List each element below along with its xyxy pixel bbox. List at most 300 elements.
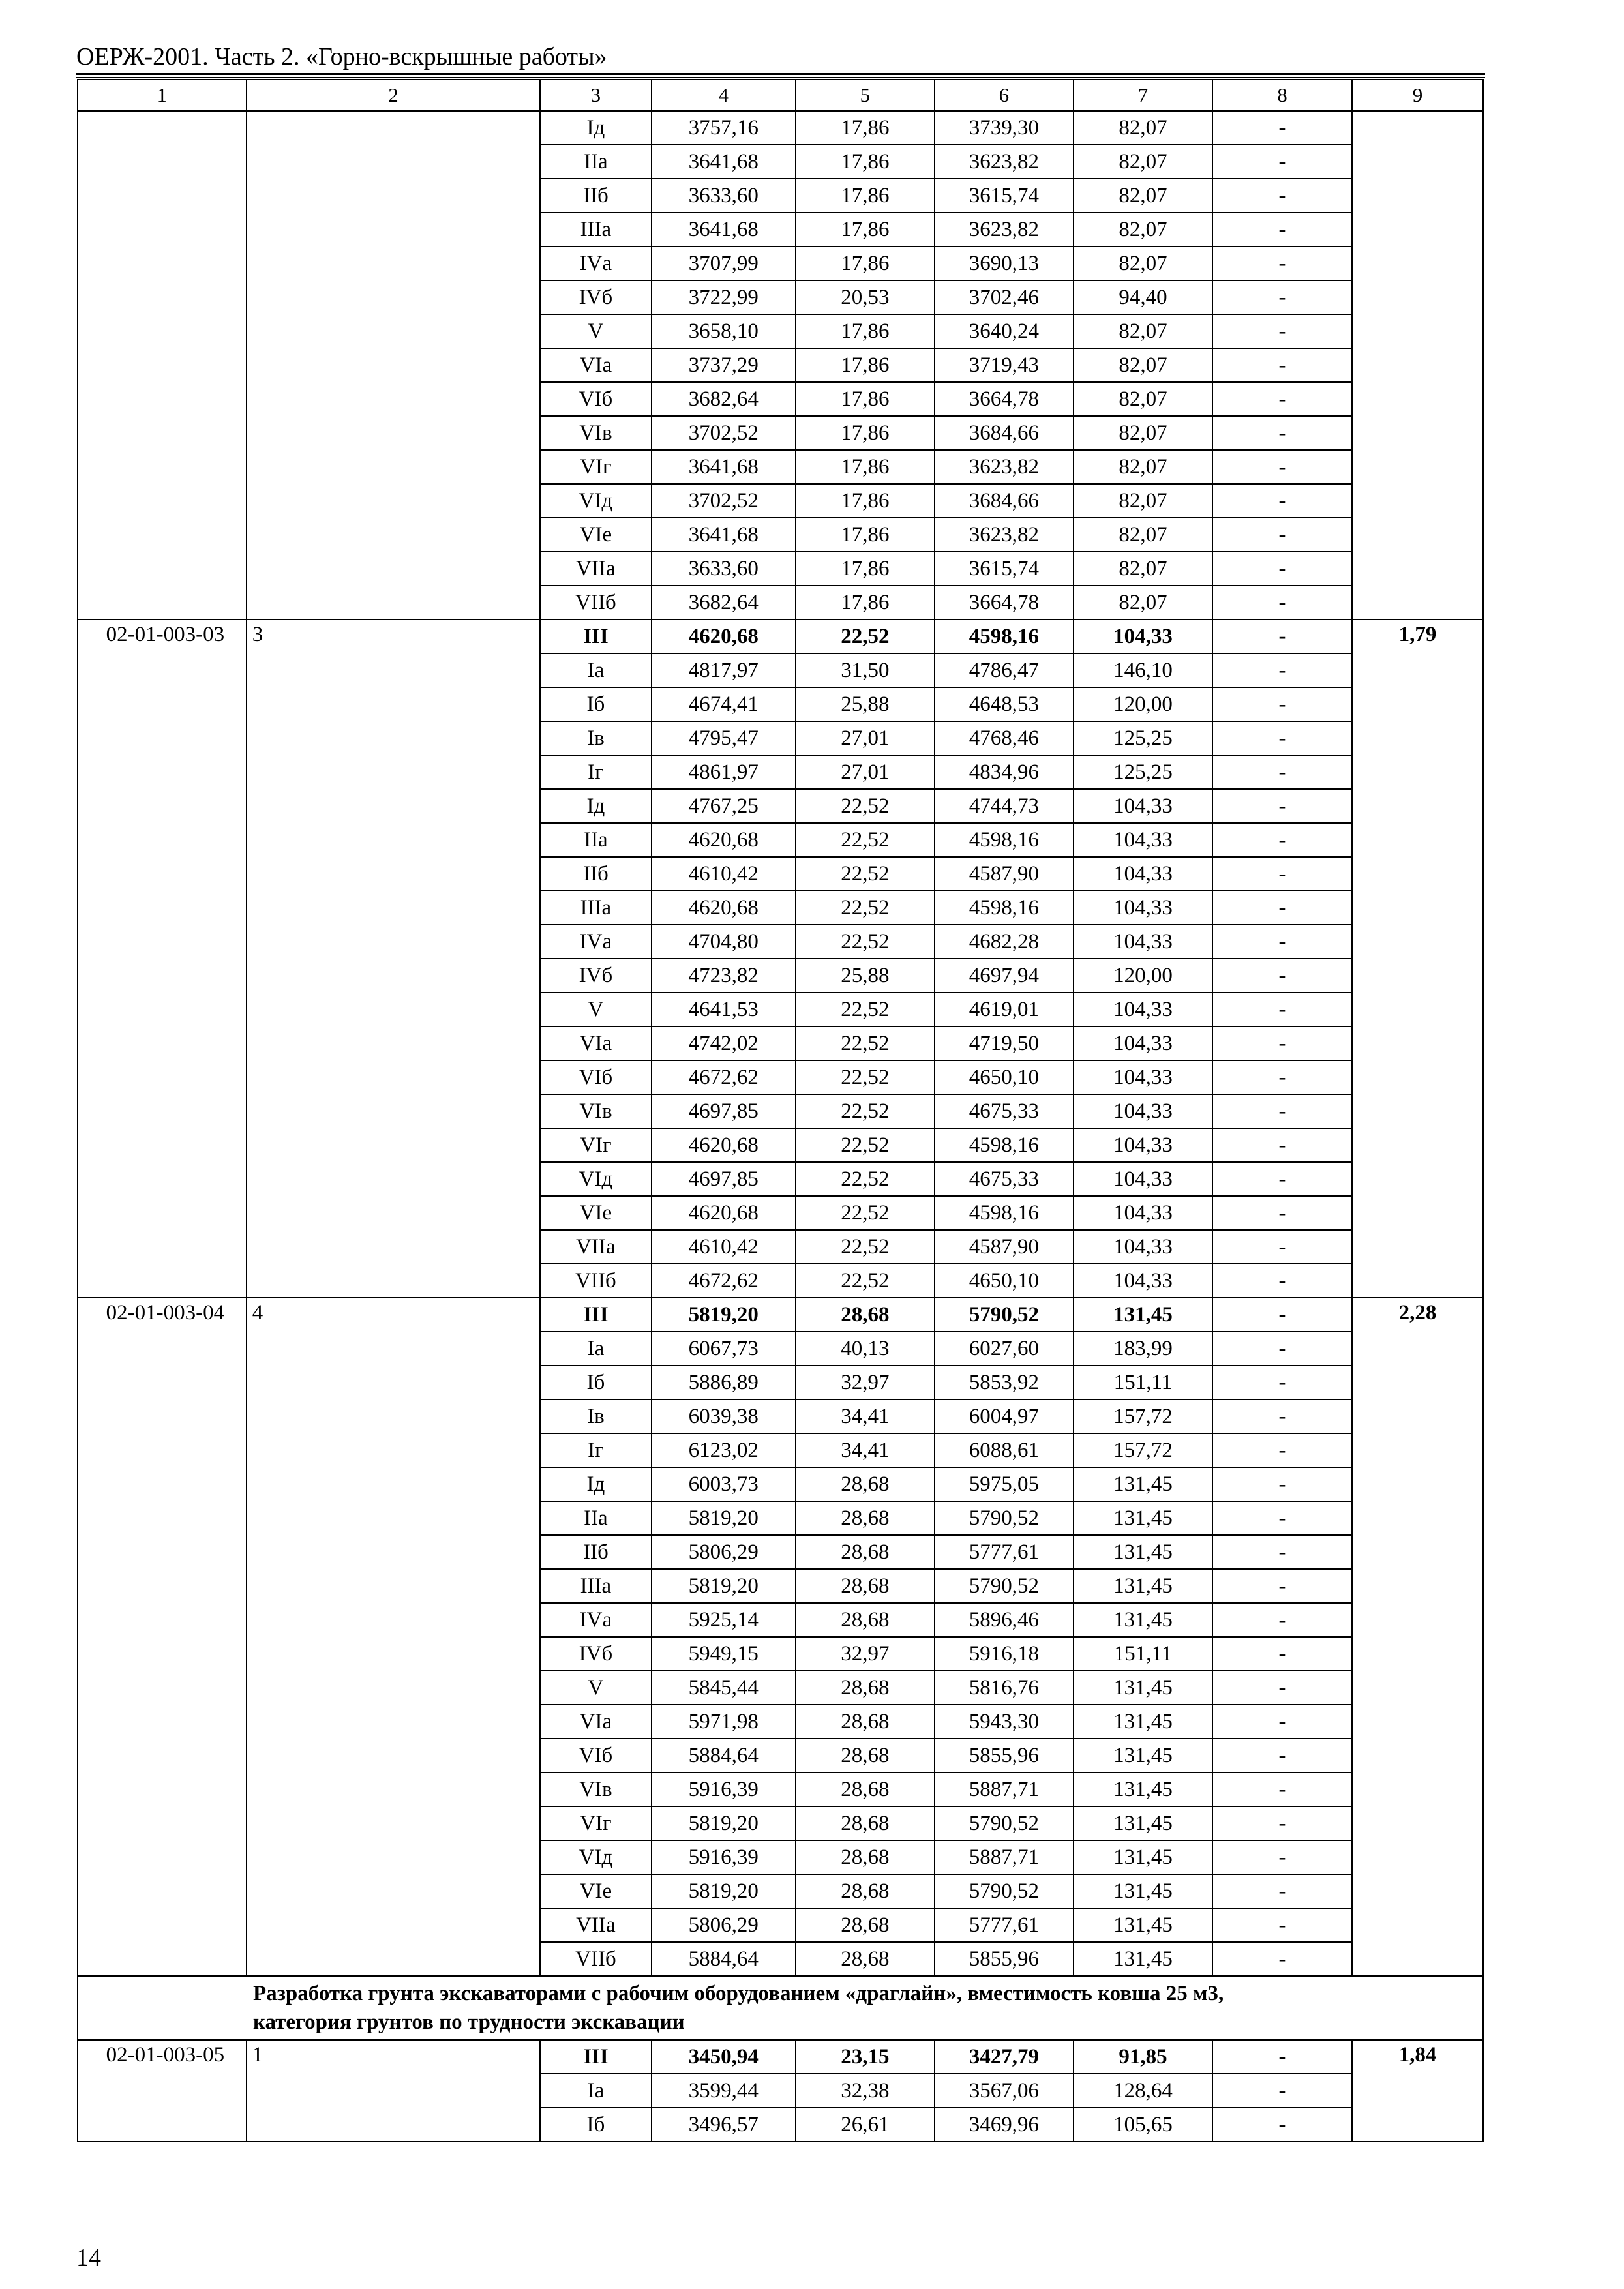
cell-col-6: 5816,76 (935, 1671, 1074, 1705)
section-title-line: Разработка грунта экскаваторами с рабочим оборудованием «драглайн», вместимость ковша 25 м3, (253, 1982, 1224, 2005)
cell-col-6: 3690,13 (935, 247, 1074, 280)
cell-col-5: 28,68 (796, 1942, 935, 1976)
cell-col-8: - (1212, 1162, 1352, 1196)
cell-col-5: 17,86 (796, 348, 935, 382)
cell-col-4: 3641,68 (652, 518, 796, 552)
cell-col-4: 4620,68 (652, 1128, 796, 1162)
cell-col-5: 22,52 (796, 1060, 935, 1094)
cell-col-6: 3567,06 (935, 2074, 1074, 2108)
cell-col-7: 104,33 (1074, 891, 1212, 925)
cell-col-7: 82,07 (1074, 484, 1212, 518)
cell-col-6: 4786,47 (935, 653, 1074, 687)
cell-col-4: 3641,68 (652, 145, 796, 179)
cell-col-4: 4817,97 (652, 653, 796, 687)
cell-col-5: 22,52 (796, 993, 935, 1026)
cell-col-3: IIа (540, 145, 651, 179)
cell-col-4: 4620,68 (652, 823, 796, 857)
cell-col-6: 4648,53 (935, 687, 1074, 721)
cell-col-3: IVа (540, 925, 651, 959)
cell-col-3: IIб (540, 1535, 651, 1569)
cell-col-6: 3719,43 (935, 348, 1074, 382)
cell-col-6: 6004,97 (935, 1399, 1074, 1433)
cell-col-6: 3684,66 (935, 416, 1074, 450)
cell-col-5: 22,52 (796, 1094, 935, 1128)
cell-col-6: 3640,24 (935, 314, 1074, 348)
cell-col-4: 5925,14 (652, 1603, 796, 1637)
cell-col-7: 82,07 (1074, 450, 1212, 484)
cell-col-8: - (1212, 925, 1352, 959)
cell-col-3: VIIа (540, 1908, 651, 1942)
cell-col-4: 5806,29 (652, 1908, 796, 1942)
cell-col-6: 3684,66 (935, 484, 1074, 518)
cell-col-7: 104,33 (1074, 857, 1212, 891)
cell-col-7: 183,99 (1074, 1332, 1212, 1366)
cell-col-4: 6123,02 (652, 1433, 796, 1467)
cell-col-7: 82,07 (1074, 179, 1212, 213)
column-number: 2 (247, 80, 540, 111)
cell-col-7: 131,45 (1074, 1671, 1212, 1705)
cell-col-4: 5971,98 (652, 1705, 796, 1739)
cell-col-8: - (1212, 586, 1352, 620)
page-number: 14 (76, 2244, 101, 2271)
cell-col-3: Iв (540, 721, 651, 755)
cell-col-7: 82,07 (1074, 518, 1212, 552)
cell-col-7: 131,45 (1074, 1739, 1212, 1773)
section-title-line: категория грунтов по трудности экскавации (253, 2011, 685, 2034)
cell-col-5: 25,88 (796, 687, 935, 721)
cell-col-8: - (1212, 1603, 1352, 1637)
cell-col-6: 3664,78 (935, 586, 1074, 620)
cell-col-3: VIа (540, 348, 651, 382)
cell-col-3: V (540, 1671, 651, 1705)
cell-col-4: 3737,29 (652, 348, 796, 382)
cell-col-5: 28,68 (796, 1501, 935, 1535)
cell-col-4: 3633,60 (652, 552, 796, 586)
cell-col-4: 3722,99 (652, 280, 796, 314)
cell-col-5: 17,86 (796, 247, 935, 280)
cell-col-5: 32,38 (796, 2074, 935, 2108)
cell-col-5: 17,86 (796, 484, 935, 518)
cell-col-6: 4598,16 (935, 1128, 1074, 1162)
cell-col-6: 6088,61 (935, 1433, 1074, 1467)
cell-col-6: 3623,82 (935, 518, 1074, 552)
cell-col-4: 5949,15 (652, 1637, 796, 1671)
cell-col-5: 22,52 (796, 891, 935, 925)
cell-col-3: VIIб (540, 586, 651, 620)
cell-col-4: 4641,53 (652, 993, 796, 1026)
cell-col-7: 120,00 (1074, 959, 1212, 993)
rate-number: 4 (247, 1298, 540, 1976)
cell-col-6: 3623,82 (935, 213, 1074, 247)
cell-col-8: - (1212, 1230, 1352, 1264)
cell-col-5: 22,52 (796, 1162, 935, 1196)
cell-col-5: 17,86 (796, 552, 935, 586)
table-row (78, 2040, 1483, 2074)
cell-col-5: 17,86 (796, 145, 935, 179)
cell-col-6: 3469,96 (935, 2108, 1074, 2142)
cell-col-5: 34,41 (796, 1399, 935, 1433)
cell-col-3: VIв (540, 1094, 651, 1128)
header-rule-thin (76, 77, 1485, 78)
cell-col-3: IVб (540, 959, 651, 993)
cell-col-6: 5790,52 (935, 1806, 1074, 1840)
cell-col-3: VIг (540, 1806, 651, 1840)
cell-col-3: IIб (540, 179, 651, 213)
cell-col-8: - (1212, 484, 1352, 518)
cell-col-4: 4704,80 (652, 925, 796, 959)
cell-col-6: 3664,78 (935, 382, 1074, 416)
cell-col-6: 3427,79 (935, 2040, 1074, 2074)
header-rule (76, 73, 1485, 75)
cell-col-6: 5790,52 (935, 1569, 1074, 1603)
section-title (78, 1976, 1483, 2040)
cell-col-7: 82,07 (1074, 416, 1212, 450)
cell-col-6: 5943,30 (935, 1705, 1074, 1739)
cell-col-3: VIIа (540, 1230, 651, 1264)
cell-col-3: VIб (540, 382, 651, 416)
cell-col-3: Iд (540, 1467, 651, 1501)
cell-col-7: 82,07 (1074, 382, 1212, 416)
coefficient: 1,79 (1352, 620, 1483, 1298)
cell-col-6: 4650,10 (935, 1060, 1074, 1094)
cell-col-5: 34,41 (796, 1433, 935, 1467)
cell-col-8: - (1212, 1196, 1352, 1230)
cell-col-7: 131,45 (1074, 1908, 1212, 1942)
cell-col-7: 104,33 (1074, 1230, 1212, 1264)
cell-col-4: 5819,20 (652, 1501, 796, 1535)
cell-col-8: - (1212, 2074, 1352, 2108)
cell-col-5: 28,68 (796, 1603, 935, 1637)
cell-col-7: 104,33 (1074, 993, 1212, 1026)
cell-col-6: 4598,16 (935, 1196, 1074, 1230)
cell-col-6: 5887,71 (935, 1840, 1074, 1874)
cell-col-4: 6003,73 (652, 1467, 796, 1501)
cell-col-5: 22,52 (796, 925, 935, 959)
cell-col-6: 5855,96 (935, 1739, 1074, 1773)
cell-col-8: - (1212, 314, 1352, 348)
cell-col-4: 6039,38 (652, 1399, 796, 1433)
cell-col-6: 4682,28 (935, 925, 1074, 959)
cell-col-6: 3623,82 (935, 450, 1074, 484)
cell-col-7: 131,45 (1074, 1501, 1212, 1535)
cell-col-3: Iб (540, 687, 651, 721)
cell-col-5: 28,68 (796, 1739, 935, 1773)
cell-col-6: 5790,52 (935, 1298, 1074, 1332)
cell-col-6: 5790,52 (935, 1501, 1074, 1535)
rate-code: 02-01-003-03 (78, 620, 247, 1298)
cell-col-3: IVб (540, 280, 651, 314)
cell-col-7: 131,45 (1074, 1705, 1212, 1739)
coefficient: 2,28 (1352, 1298, 1483, 1976)
cell-col-5: 40,13 (796, 1332, 935, 1366)
cell-col-6: 4650,10 (935, 1264, 1074, 1298)
cell-col-8: - (1212, 823, 1352, 857)
cell-col-3: V (540, 993, 651, 1026)
cell-col-7: 82,07 (1074, 145, 1212, 179)
cell-col-6: 4598,16 (935, 823, 1074, 857)
cell-col-3: IVа (540, 1603, 651, 1637)
cell-col-5: 28,68 (796, 1773, 935, 1806)
cell-col-7: 104,33 (1074, 1264, 1212, 1298)
cell-col-8: - (1212, 1366, 1352, 1399)
cell-col-4: 3702,52 (652, 416, 796, 450)
cell-col-8: - (1212, 1026, 1352, 1060)
cell-col-6: 5790,52 (935, 1874, 1074, 1908)
cell-col-5: 22,52 (796, 1264, 935, 1298)
cell-col-7: 157,72 (1074, 1399, 1212, 1433)
cell-col-3: VIб (540, 1739, 651, 1773)
cell-col-4: 5819,20 (652, 1806, 796, 1840)
cell-col-5: 27,01 (796, 721, 935, 755)
table-row (78, 620, 1483, 653)
cell-col-4: 5884,64 (652, 1942, 796, 1976)
cell-col-5: 22,52 (796, 789, 935, 823)
cell-col-6: 3615,74 (935, 552, 1074, 586)
cell-col-5: 22,52 (796, 620, 935, 653)
coefficient (1352, 111, 1483, 620)
cell-col-8: - (1212, 1094, 1352, 1128)
rate-number: 3 (247, 620, 540, 1298)
cell-col-6: 4768,46 (935, 721, 1074, 755)
column-number: 9 (1352, 80, 1483, 111)
cell-col-8: - (1212, 552, 1352, 586)
cell-col-6: 4675,33 (935, 1162, 1074, 1196)
cell-col-5: 28,68 (796, 1467, 935, 1501)
cell-col-3: VIе (540, 1874, 651, 1908)
cell-col-7: 82,07 (1074, 213, 1212, 247)
cell-col-4: 4620,68 (652, 620, 796, 653)
cell-col-3: VIд (540, 484, 651, 518)
table-body (78, 80, 1483, 2142)
cell-col-6: 3702,46 (935, 280, 1074, 314)
cell-col-4: 4697,85 (652, 1162, 796, 1196)
cell-col-3: VIг (540, 450, 651, 484)
cell-col-8: - (1212, 1806, 1352, 1840)
cell-col-8: - (1212, 959, 1352, 993)
cell-col-4: 3757,16 (652, 111, 796, 145)
cell-col-5: 17,86 (796, 382, 935, 416)
cell-col-3: VIIб (540, 1264, 651, 1298)
cell-col-3: VIа (540, 1705, 651, 1739)
cell-col-6: 4587,90 (935, 1230, 1074, 1264)
cell-col-5: 28,68 (796, 1705, 935, 1739)
cell-col-5: 28,68 (796, 1908, 935, 1942)
cell-col-3: IIа (540, 823, 651, 857)
cell-col-5: 28,68 (796, 1874, 935, 1908)
cell-col-8: - (1212, 1773, 1352, 1806)
cell-col-8: - (1212, 382, 1352, 416)
cell-col-8: - (1212, 993, 1352, 1026)
cell-col-7: 82,07 (1074, 314, 1212, 348)
cell-col-4: 5819,20 (652, 1874, 796, 1908)
cell-col-8: - (1212, 1705, 1352, 1739)
cell-col-3: VIв (540, 416, 651, 450)
column-number: 8 (1212, 80, 1352, 111)
cell-col-8: - (1212, 1671, 1352, 1705)
cell-col-8: - (1212, 789, 1352, 823)
cell-col-7: 104,33 (1074, 789, 1212, 823)
cell-col-3: Iб (540, 2108, 651, 2142)
column-number: 6 (935, 80, 1074, 111)
cell-col-8: - (1212, 1569, 1352, 1603)
cell-col-8: - (1212, 721, 1352, 755)
cell-col-5: 25,88 (796, 959, 935, 993)
cell-col-4: 5886,89 (652, 1366, 796, 1399)
cell-col-7: 131,45 (1074, 1535, 1212, 1569)
cell-col-8: - (1212, 145, 1352, 179)
cell-col-8: - (1212, 450, 1352, 484)
cell-col-4: 5916,39 (652, 1773, 796, 1806)
cell-col-6: 3615,74 (935, 179, 1074, 213)
cell-col-6: 4598,16 (935, 620, 1074, 653)
cell-col-7: 157,72 (1074, 1433, 1212, 1467)
cell-col-8: - (1212, 348, 1352, 382)
cell-col-4: 4723,82 (652, 959, 796, 993)
cell-col-4: 4697,85 (652, 1094, 796, 1128)
cell-col-5: 17,86 (796, 416, 935, 450)
cell-col-4: 3450,94 (652, 2040, 796, 2074)
cell-col-8: - (1212, 2040, 1352, 2074)
cell-col-3: VIIб (540, 1942, 651, 1976)
cell-col-8: - (1212, 1637, 1352, 1671)
column-number: 1 (78, 80, 247, 111)
cell-col-6: 5777,61 (935, 1908, 1074, 1942)
cell-col-8: - (1212, 1467, 1352, 1501)
cell-col-5: 28,68 (796, 1298, 935, 1332)
page-header: ОЕРЖ-2001. Часть 2. «Горно-вскрышные работы» (76, 43, 607, 70)
cell-col-6: 4834,96 (935, 755, 1074, 789)
cell-col-4: 3599,44 (652, 2074, 796, 2108)
cell-col-5: 28,68 (796, 1671, 935, 1705)
cell-col-8: - (1212, 1942, 1352, 1976)
cell-col-3: III (540, 1298, 651, 1332)
cell-col-5: 17,86 (796, 213, 935, 247)
rate-number (247, 111, 540, 620)
cell-col-3: VIа (540, 1026, 651, 1060)
cell-col-3: VIе (540, 1196, 651, 1230)
cell-col-7: 131,45 (1074, 1773, 1212, 1806)
section-heading-row (78, 1976, 1483, 2040)
cell-col-4: 3658,10 (652, 314, 796, 348)
column-number: 3 (540, 80, 651, 111)
cell-col-5: 28,68 (796, 1569, 935, 1603)
cell-col-4: 5884,64 (652, 1739, 796, 1773)
cell-col-3: VIе (540, 518, 651, 552)
cell-col-4: 3641,68 (652, 213, 796, 247)
cell-col-3: IIIа (540, 1569, 651, 1603)
cell-col-6: 5777,61 (935, 1535, 1074, 1569)
cell-col-3: III (540, 2040, 651, 2074)
cell-col-6: 5916,18 (935, 1637, 1074, 1671)
cell-col-4: 4610,42 (652, 1230, 796, 1264)
cell-col-5: 22,52 (796, 1128, 935, 1162)
cell-col-7: 131,45 (1074, 1467, 1212, 1501)
rates-table (77, 79, 1484, 2142)
cell-col-3: IIIа (540, 213, 651, 247)
table-row (78, 1298, 1483, 1332)
cell-col-8: - (1212, 1535, 1352, 1569)
cell-col-7: 94,40 (1074, 280, 1212, 314)
cell-col-7: 104,33 (1074, 925, 1212, 959)
cell-col-5: 20,53 (796, 280, 935, 314)
cell-col-8: - (1212, 247, 1352, 280)
cell-col-8: - (1212, 857, 1352, 891)
cell-col-6: 5887,71 (935, 1773, 1074, 1806)
cell-col-7: 105,65 (1074, 2108, 1212, 2142)
cell-col-5: 17,86 (796, 518, 935, 552)
cell-col-5: 31,50 (796, 653, 935, 687)
cell-col-6: 5855,96 (935, 1942, 1074, 1976)
cell-col-5: 22,52 (796, 857, 935, 891)
cell-col-8: - (1212, 518, 1352, 552)
cell-col-5: 17,86 (796, 450, 935, 484)
cell-col-7: 104,33 (1074, 1196, 1212, 1230)
cell-col-8: - (1212, 1332, 1352, 1366)
cell-col-6: 6027,60 (935, 1332, 1074, 1366)
cell-col-7: 131,45 (1074, 1298, 1212, 1332)
cell-col-3: VIд (540, 1840, 651, 1874)
cell-col-3: Iа (540, 653, 651, 687)
cell-col-3: Iв (540, 1399, 651, 1433)
cell-col-8: - (1212, 1739, 1352, 1773)
cell-col-7: 131,45 (1074, 1603, 1212, 1637)
cell-col-8: - (1212, 1399, 1352, 1433)
coefficient: 1,84 (1352, 2040, 1483, 2142)
cell-col-7: 151,11 (1074, 1366, 1212, 1399)
cell-col-4: 3682,64 (652, 382, 796, 416)
rate-code: 02-01-003-05 (78, 2040, 247, 2142)
cell-col-7: 104,33 (1074, 1094, 1212, 1128)
cell-col-5: 22,52 (796, 823, 935, 857)
cell-col-7: 82,07 (1074, 111, 1212, 145)
cell-col-6: 4619,01 (935, 993, 1074, 1026)
cell-col-4: 4861,97 (652, 755, 796, 789)
cell-col-4: 5845,44 (652, 1671, 796, 1705)
cell-col-7: 104,33 (1074, 823, 1212, 857)
cell-col-8: - (1212, 620, 1352, 653)
cell-col-3: Iд (540, 111, 651, 145)
rate-code: 02-01-003-04 (78, 1298, 247, 1976)
cell-col-5: 22,52 (796, 1230, 935, 1264)
cell-col-7: 128,64 (1074, 2074, 1212, 2108)
cell-col-4: 4767,25 (652, 789, 796, 823)
cell-col-7: 82,07 (1074, 586, 1212, 620)
cell-col-7: 146,10 (1074, 653, 1212, 687)
cell-col-7: 131,45 (1074, 1806, 1212, 1840)
cell-col-7: 104,33 (1074, 1128, 1212, 1162)
cell-col-6: 4697,94 (935, 959, 1074, 993)
cell-col-6: 5896,46 (935, 1603, 1074, 1637)
cell-col-3: VIг (540, 1128, 651, 1162)
cell-col-3: IIIа (540, 891, 651, 925)
cell-col-8: - (1212, 1908, 1352, 1942)
cell-col-8: - (1212, 687, 1352, 721)
cell-col-4: 4620,68 (652, 1196, 796, 1230)
cell-col-3: V (540, 314, 651, 348)
cell-col-8: - (1212, 1840, 1352, 1874)
cell-col-3: Iд (540, 789, 651, 823)
cell-col-4: 3633,60 (652, 179, 796, 213)
cell-col-3: IVа (540, 247, 651, 280)
column-number: 5 (796, 80, 935, 111)
cell-col-8: - (1212, 1501, 1352, 1535)
cell-col-4: 4610,42 (652, 857, 796, 891)
cell-col-7: 131,45 (1074, 1840, 1212, 1874)
cell-col-6: 3739,30 (935, 111, 1074, 145)
cell-col-4: 4672,62 (652, 1264, 796, 1298)
cell-col-7: 104,33 (1074, 620, 1212, 653)
cell-col-5: 32,97 (796, 1366, 935, 1399)
